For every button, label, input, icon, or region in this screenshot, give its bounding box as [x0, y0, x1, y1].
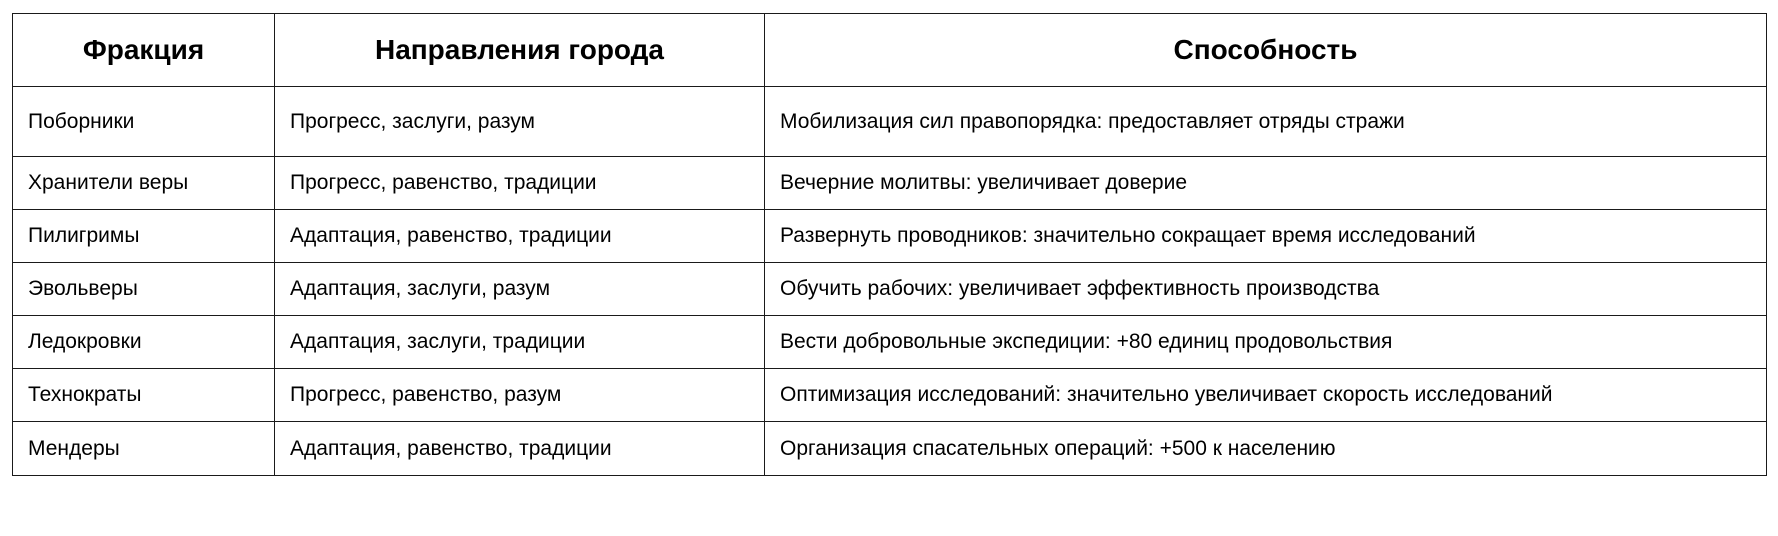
ability-cell: Оптимизация исследований: значительно увеличивает скорость исследований	[765, 369, 1767, 422]
faction-cell: Технократы	[13, 369, 275, 422]
faction-table-container	[12, 13, 1766, 476]
faction-cell: Ледокровки	[13, 316, 275, 369]
faction-cell: Мендеры	[13, 422, 275, 476]
faction-cell: Поборники	[13, 87, 275, 157]
ability-cell: Вести добровольные экспедиции: +80 единиц продовольствия	[765, 316, 1767, 369]
table-row	[13, 422, 1767, 476]
faction-cell: Эвольверы	[13, 263, 275, 316]
city-directions-cell: Прогресс, заслуги, разум	[275, 87, 765, 157]
faction-cell: Пилигримы	[13, 210, 275, 263]
faction-cell: Хранители веры	[13, 157, 275, 210]
ability-cell: Мобилизация сил правопорядка: предоставляет отряды стражи	[765, 87, 1767, 157]
table-row	[13, 87, 1767, 157]
column-header-city-directions: Направления города	[275, 14, 765, 87]
ability-cell: Обучить рабочих: увеличивает эффективность производства	[765, 263, 1767, 316]
table-header-row	[13, 14, 1767, 87]
ability-cell: Вечерние молитвы: увеличивает доверие	[765, 157, 1767, 210]
table-row	[13, 316, 1767, 369]
city-directions-cell: Адаптация, заслуги, традиции	[275, 316, 765, 369]
ability-cell: Развернуть проводников: значительно сокращает время исследований	[765, 210, 1767, 263]
city-directions-cell: Адаптация, заслуги, разум	[275, 263, 765, 316]
table-row	[13, 210, 1767, 263]
city-directions-cell: Адаптация, равенство, традиции	[275, 422, 765, 476]
faction-table	[12, 13, 1767, 476]
city-directions-cell: Адаптация, равенство, традиции	[275, 210, 765, 263]
column-header-ability: Способность	[765, 14, 1767, 87]
column-header-faction: Фракция	[13, 14, 275, 87]
city-directions-cell: Прогресс, равенство, традиции	[275, 157, 765, 210]
ability-cell: Организация спасательных операций: +500 к населению	[765, 422, 1767, 476]
table-row	[13, 369, 1767, 422]
city-directions-cell: Прогресс, равенство, разум	[275, 369, 765, 422]
table-row	[13, 157, 1767, 210]
table-row	[13, 263, 1767, 316]
